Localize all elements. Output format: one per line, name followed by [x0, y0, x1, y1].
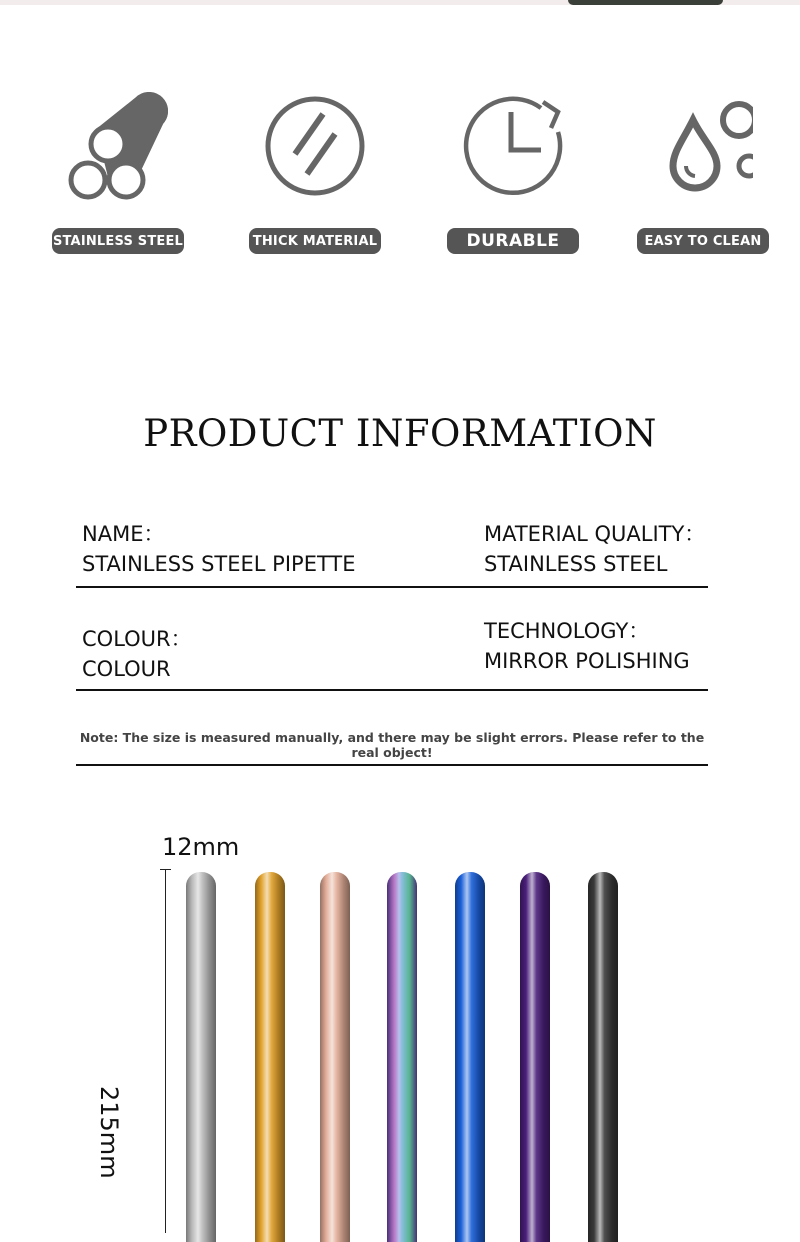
name-label: NAME：	[82, 522, 165, 546]
feature-badge: EASY TO CLEAN	[637, 228, 769, 254]
feature-badge: THICK MATERIAL	[249, 228, 381, 254]
colour-value: COLOUR	[82, 657, 171, 681]
technology-label: TECHNOLOGY：	[484, 619, 650, 643]
technology-cell	[484, 616, 690, 676]
straw	[320, 872, 350, 1242]
length-label: 215mm	[95, 1086, 123, 1179]
material-value: STAINLESS STEEL	[484, 552, 668, 576]
size-note: Note: The size is measured manually, and there may be slight errors. Please refer to the real object!	[79, 730, 705, 760]
note-divider	[76, 764, 708, 766]
technology-value: MIRROR POLISHING	[484, 649, 690, 673]
material-cell	[484, 519, 705, 579]
section-title: PRODUCT INFORMATION	[143, 412, 657, 455]
colour-label: COLOUR：	[82, 627, 192, 651]
straw	[186, 872, 216, 1242]
name-cell	[82, 519, 356, 579]
straw	[255, 872, 285, 1242]
straw	[455, 872, 485, 1242]
straw	[588, 872, 618, 1242]
colour-cell	[82, 624, 192, 684]
table-divider	[76, 689, 708, 691]
table-divider	[76, 586, 708, 588]
feature-easy-to-clean	[633, 92, 773, 262]
feature-thick-material	[245, 92, 385, 262]
feature-durable	[443, 92, 583, 262]
feature-badge: DURABLE	[447, 228, 579, 254]
straw	[387, 872, 417, 1242]
droplets-icon	[653, 92, 753, 202]
top-banner-shape	[568, 0, 723, 5]
slash-circle-icon	[265, 92, 365, 202]
straw	[520, 872, 550, 1242]
pipes-icon	[68, 92, 168, 202]
material-label: MATERIAL QUALITY：	[484, 522, 706, 546]
clock-icon	[463, 92, 563, 202]
name-value: STAINLESS STEEL PIPETTE	[82, 552, 356, 576]
feature-stainless-steel	[48, 92, 188, 262]
dimension-line	[165, 870, 166, 1233]
diameter-label: 12mm	[162, 833, 240, 861]
feature-badge: STAINLESS STEEL	[52, 228, 184, 254]
